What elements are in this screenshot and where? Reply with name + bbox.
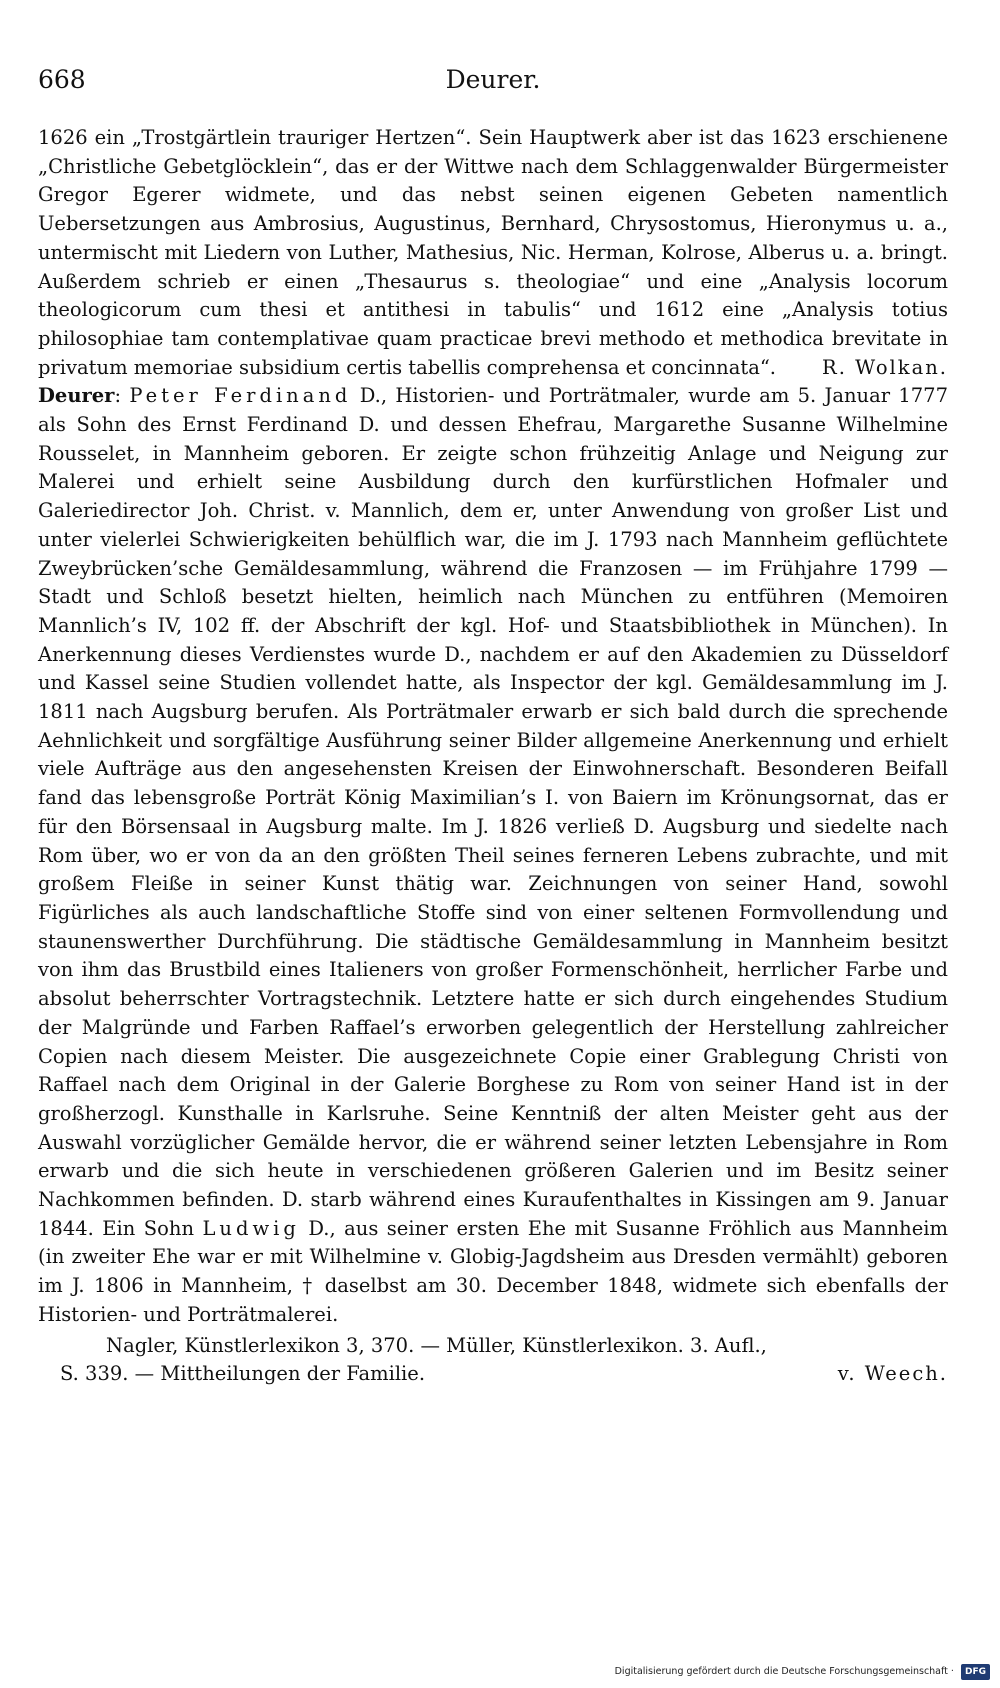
paragraph-deurer bbox=[38, 382, 948, 1329]
paragraph-wolkan bbox=[38, 124, 948, 382]
article-body bbox=[38, 124, 948, 1389]
paragraph-text: D., Historien- und Porträtmaler, wurde am 5. Januar 1777 als Sohn des Ernst Ferdinand D. und dessen Ehefrau, Margarethe Susanne Wilhelmine Rousselet, in Mannheim geboren. Er zeigte schon frühzeitig Anlage und Neigung zur Malerei und erhielt seine Ausbildung durch den kurfürstlichen Hofmaler und Galeriedirector Joh. Christ. v. Mannlich, dem er, unter Anwendung von großer List und unter vielerlei Schwierigkeiten behülflich war, die im J. 1793 nach Mannheim geflüchtete Zweybrücken’sche Gemäldesammlung, während die Franzosen — im Frühjahre 1799 — Stadt und Schloß besetzt hielten, heimlich nach München zu entführen (Memoiren Mannlich’s IV, 102 ff. der Abschrift der kgl. Hof- und Staatsbibliothek in München). In Anerkennung dieses Verdienstes wurde D., nachdem er auf den Akademien zu Düsseldorf und Kassel seine Studien vollendet hatte, als Inspector der kgl. Gemäldesammlung im J. 1811 nach Augsburg berufen. Als Porträtmaler erwarb er sich bald durch die sprechende Aehnlichkeit und sorgfältige Ausführung seiner Bilder allgemeine Anerkennung und erhielt viele Aufträge aus den angesehensten Kreisen der Einwohnerschaft. Besonderen Beifall fand das lebensgroße Porträt König Maximilian’s I. von Baiern im Krönungsornat, das er für den Börsensaal in Augsburg malte. Im J. 1826 verließ D. Augsburg und siedelte nach Rom über, wo er von da an den größten Theil seines ferneren Lebens zubrachte, und mit großem Fleiße in seiner Kunst thätig war. Zeichnungen von seiner Hand, sowohl Figürliches als auch landschaftliche Stoffe sind von einer seltenen Formvollendung und staunenswerther Durchführung. Die städtische Gemäldesammlung in Mannheim besitzt von ihm das Brustbild eines Italieners von großer Formenschönheit, herrlicher Farbe und absolut beherrschter Vortragstechnik. Letztere hatte er sich durch eingehendes Studium der Malgründe und Farben Raffael’s erworben gelegentlich der Herstellung zahlreicher Copien nach diesem Meister. Die ausgezeichnete Copie einer Grablegung Christi von Raffael nach dem Original in der Galerie Borghese zu Rom von seiner Hand ist in der großherzogl. Kunsthalle in Karlsruhe. Seine Kenntniß der alten Meister geht aus der Auswahl vorzüglicher Gemälde hervor, die er während seiner letzten Lebensjahre in Rom erwarb und die sich heute in verschiedenen größeren Galerien und im Besitz seiner Nachkommen befinden. D. starb während eines Kuraufenthaltes in Kissingen am 9. Januar 1844. Ein Sohn bbox=[38, 384, 948, 1240]
paragraph-text-continued: D., aus seiner ersten Ehe mit Susanne Fröhlich aus Mannheim (in zweiter Ehe war er mit Wilhelmine v. Globig-Jagdsheim aus Dresden vermählt) geboren im J. 1806 in Mannheim, † daselbst am 30. December 1848, widmete sich ebenfalls der Historien- und Porträtmalerei. bbox=[38, 1216, 948, 1326]
running-head: Deurer. bbox=[445, 65, 541, 94]
reference-line: Nagler, Künstlerlexikon 3, 370. — Müller, Künstlerlexikon. 3. Aufl., bbox=[106, 1333, 767, 1357]
digitization-footer bbox=[600, 1662, 990, 1682]
paragraph-text: 1626 ein „Trostgärtlein trauriger Hertzen“. Sein Hauptwerk aber ist das 1623 erschienene „Christliche Gebetglöcklein“, das er der Wittwe nach dem Schlaggenwalder Bürgermeister Gregor Egerer widmete, und das nebst seinen eigenen Gebeten namentlich Uebersetzungen aus Ambrosius, Augustinus, Bernhard, Chrysostomus, Hieronymus u. a., untermischt mit Liedern von Luther, Mathesius, Nic. Herman, Kolrose, Alberus u. a. bringt. Außerdem schrieb er einen „Thesaurus s. theologiae“ und eine „Analysis locorum theologicorum cum thesi et antithesi in tabulis“ und 1612 eine „Analysis totius philosophiae tam contemplativae quam practicae brevi methodo et methodica brevitate in privatum memoriae subsidium certis tabellis comprehensa et concinnata“. bbox=[38, 126, 948, 379]
page-number: 668 bbox=[38, 65, 86, 94]
references bbox=[38, 1332, 948, 1389]
reference-text: S. 339. — Mittheilungen der Familie. bbox=[60, 1362, 426, 1386]
dfg-logo-icon: DFG bbox=[961, 1664, 990, 1680]
entry-lemma: Deurer bbox=[38, 384, 115, 408]
author-signature: v. Weech. bbox=[837, 1362, 948, 1386]
footer-text: Digitalisierung gefördert durch die Deutsche Forschungsgemeinschaft · bbox=[614, 1666, 954, 1677]
page-header bbox=[38, 60, 948, 100]
entry-full-name: Peter Ferdinand bbox=[129, 384, 352, 408]
son-name: Ludwig bbox=[202, 1216, 300, 1240]
reference-line-last bbox=[38, 1360, 948, 1389]
lemma-separator: : bbox=[114, 384, 130, 408]
author-signature: R. Wolkan. bbox=[822, 355, 948, 379]
